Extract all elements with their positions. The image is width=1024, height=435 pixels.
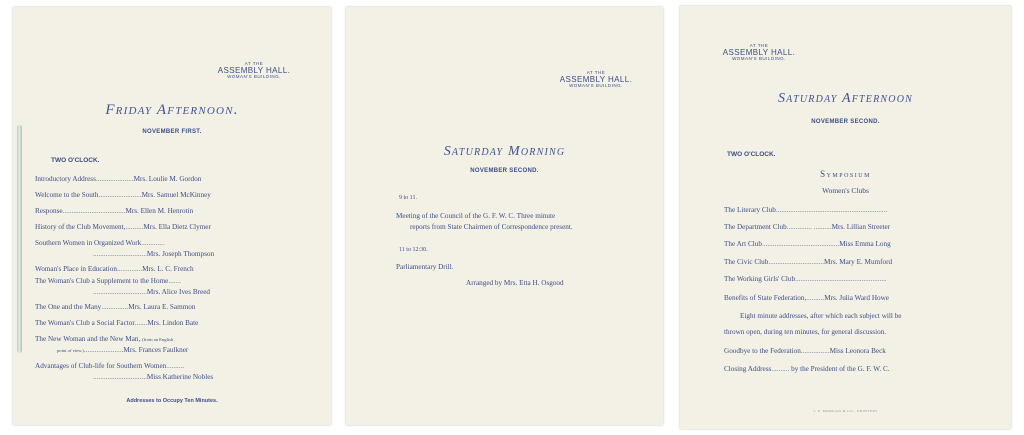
- program-item: Goodbye to the Federation................Miss Leonora Beck: [724, 347, 886, 355]
- program-item: Parliamentary Drill.: [396, 263, 454, 271]
- symposium-subtitle: Women's Clubs: [822, 186, 869, 195]
- program-item: Benefits of State Federation,..........Mrs. Julia Ward Howe: [724, 294, 889, 302]
- session-title: Saturday Afternoon: [777, 91, 914, 106]
- program-item: The Department Club.............. ..........Mrs. Lillian Streeter: [724, 223, 891, 231]
- symposium-heading: Symposium: [820, 169, 871, 179]
- program-page-friday-afternoon: [13, 7, 331, 425]
- program-item-continuation: ..............................Miss Katherine Nobles: [93, 373, 214, 381]
- time-slot: 11 to 12:30.: [399, 247, 428, 253]
- program-item-continuation: reports from State Chairmen of Correspondence present.: [410, 223, 573, 231]
- duration-note: Addresses to Occupy Ten Minutes.: [126, 398, 218, 404]
- session-date: NOVEMBER SECOND.: [470, 168, 539, 174]
- program-item-continuation: ..............................Mrs. Alice Ives Breed: [93, 288, 210, 296]
- program-item-continuation: ..............................Mrs. Joseph Thompson: [93, 250, 215, 258]
- program-item: The One and the Many...............Mrs. Laura E. Sammon: [35, 303, 196, 311]
- program-item: The Woman's Club a Social Factor.......Mrs. Lindon Bate: [35, 319, 199, 327]
- program-item: Introductory Address.....................Mrs. Loulie M. Gordon: [35, 175, 202, 183]
- discussion-note-continuation: thrown open, during ten minutes, for general discussion.: [724, 328, 887, 336]
- program-item: History of the Club Movement,..........Mrs. Ella Dietz Clymer: [35, 223, 211, 231]
- venue-block: AT THE ASSEMBLY HALL. WOMAN'S BUILDING.: [722, 43, 796, 62]
- program-item: Woman's Place in Education..............Mrs. L. C. French: [35, 265, 194, 273]
- program-item: Meeting of the Council of the G. F. W. C. Three minute: [396, 212, 556, 220]
- program-item: Closing Address.......... by the President of the G. F. W. C.: [724, 365, 890, 373]
- discussion-note: Eight minute addresses, after which each subject will be: [740, 312, 902, 320]
- program-page-saturday-morning: [346, 7, 663, 425]
- program-item: The Art Club...........................................Miss Emma Long: [724, 240, 891, 248]
- program-item-continuation: point of view.)......................Mrs. Frances Faulkner: [57, 346, 189, 354]
- printer-credit: J. P. MORGAN & CO., PRINTERS: [813, 409, 878, 413]
- session-time: TWO O'CLOCK.: [727, 151, 776, 158]
- program-item: Southern Women in Organized Work.............: [35, 239, 165, 247]
- session-date: NOVEMBER FIRST.: [142, 129, 202, 135]
- program-item: Welcome to the South........................Mrs. Samuel McKinney: [35, 191, 211, 199]
- session-date: NOVEMBER SECOND.: [811, 119, 880, 125]
- session-time: TWO O'CLOCK.: [51, 157, 100, 164]
- program-item-credit: Arranged by Mrs. Etta H. Osgood: [466, 279, 564, 287]
- time-slot: 9 to 11.: [399, 195, 417, 201]
- program-item: The Woman's Club a Supplement to the Home.......: [35, 277, 181, 285]
- program-item: Advantages of Club-life for Southern Women..........: [35, 362, 185, 370]
- program-item: The New Woman and the New Man, (from an English: [35, 335, 174, 343]
- program-item: Response...................................Mrs. Ellen M. Henrotin: [35, 207, 194, 215]
- venue-block: AT THE ASSEMBLY HALL. WOMAN'S BUILDING.: [217, 61, 291, 80]
- session-title: Saturday Morning: [443, 144, 566, 159]
- program-item: The Civic Club...............................Mrs. Mary E. Mumford: [724, 258, 893, 266]
- binding-thread: [17, 125, 22, 353]
- program-item: The Literary Club..............................................................: [724, 206, 888, 214]
- venue-block: AT THE ASSEMBLY HALL. WOMAN'S BUILDING.: [559, 70, 633, 89]
- program-item: The Working Girls' Club...................................................: [724, 275, 887, 283]
- program-page-saturday-afternoon: [680, 6, 1011, 429]
- session-title: Friday Afternoon.: [105, 102, 239, 118]
